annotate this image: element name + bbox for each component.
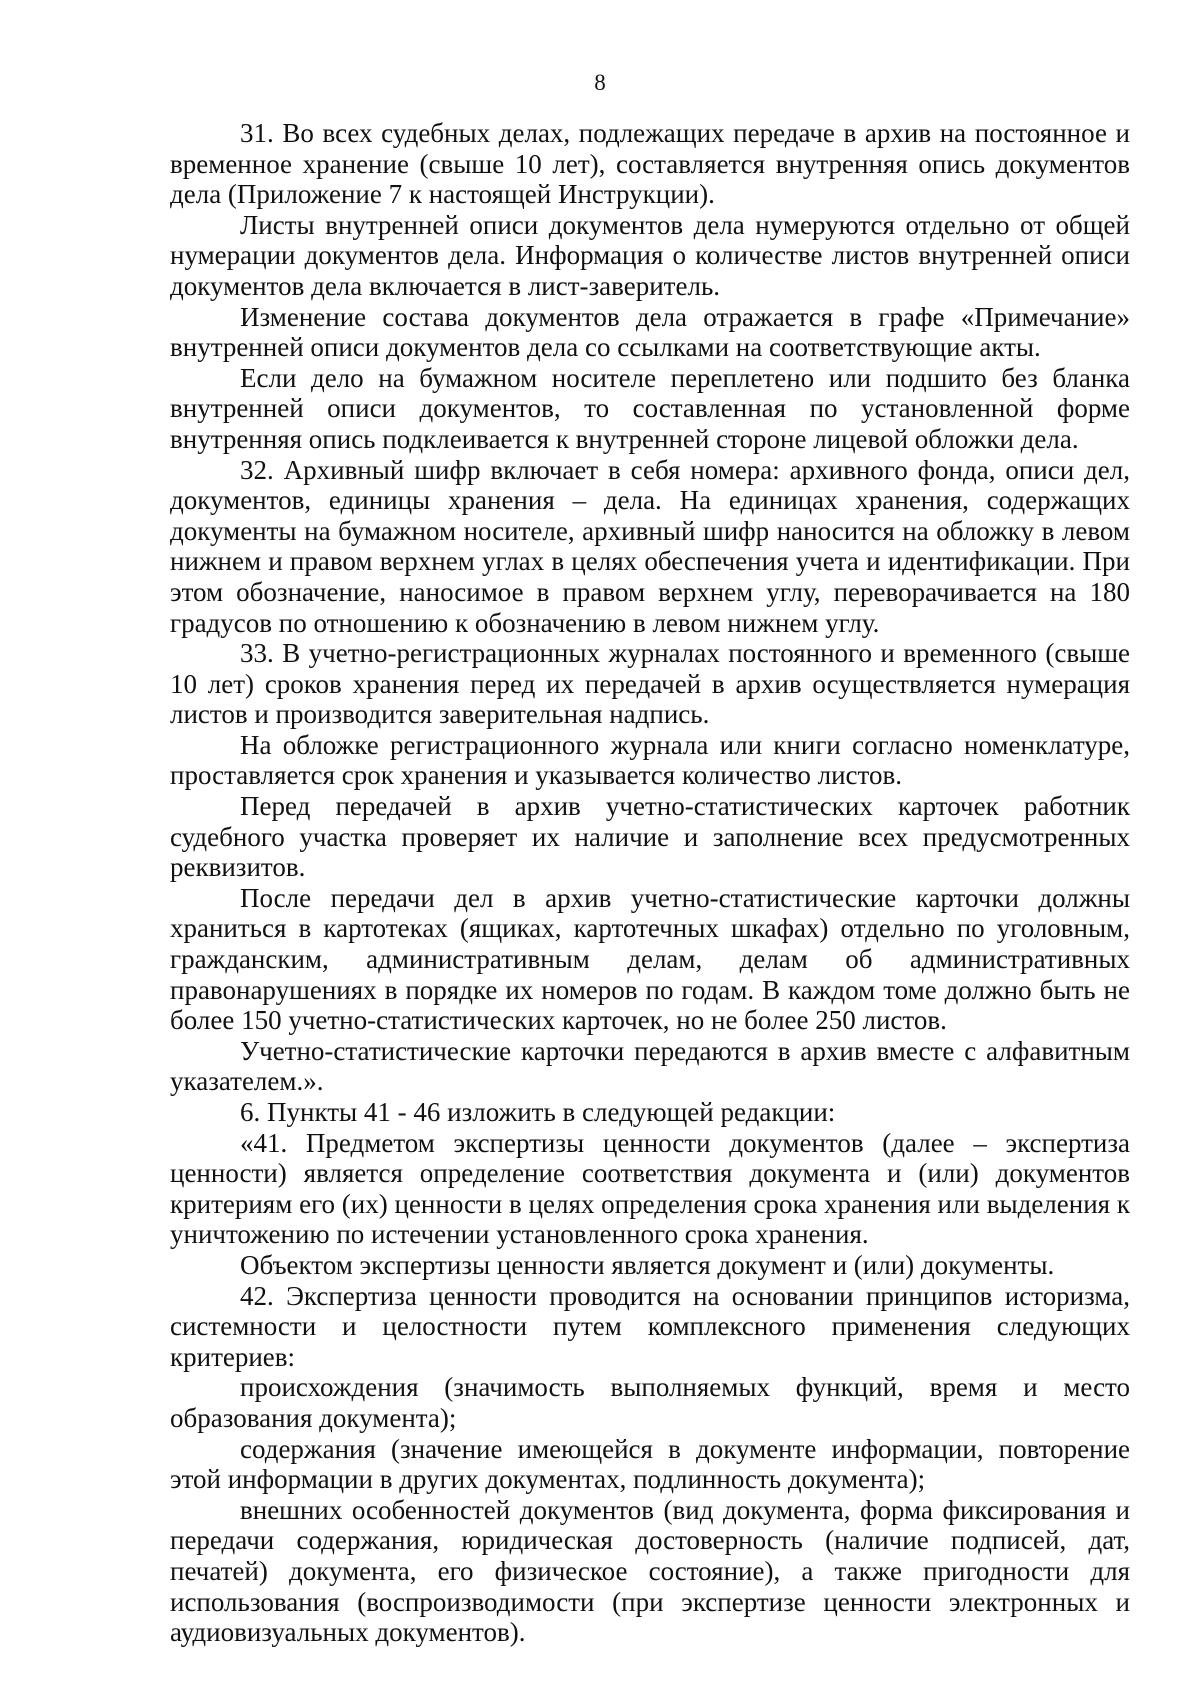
paragraph-criterion-origin: происхождения (значимость выполняемых функций, время и место образования документа); [170, 1372, 1130, 1433]
paragraph-33-registration-journals: 33. В учетно-регистрационных журналах постоянного и временного (свыше 10 лет) сроков хранения перед их передачей в архив осуществляется нумерация листов и производится заверительная надпись. [170, 638, 1130, 730]
paragraph-journal-cover: На обложке регистрационного журнала или книги согласно номенклатуре, проставляется срок хранения и указывается количество листов. [170, 729, 1130, 791]
paragraph-bound-case: Если дело на бумажном носителе переплетено или подшито без бланка внутренней описи документов, то составленная по установленной форме внутренняя опись подклеивается к внутренней стороне лицевой обложки дела. [170, 362, 1130, 454]
page-number: 8 [594, 70, 606, 95]
paragraph-inventory-sheets: Листы внутренней описи документов дела нумеруются отдельно от общей нумерации документов дела. Информация о количестве листов внутренней описи документов дела включается в лист-заверитель. [170, 209, 1130, 301]
paragraph-statistical-cards-check: Перед передачей в архив учетно-статистических карточек работник судебного участка проверяет их наличие и заполнение всех предусмотренных реквизитов. [170, 791, 1130, 883]
paragraph-composition-change: Изменение состава документов дела отражается в графе «Примечание» внутренней описи документов дела со ссылками на соответствующие акты. [170, 301, 1130, 363]
paragraph-criterion-content: содержания (значение имеющейся в документе информации, повторение этой информации в других документах, подлинность документа); [170, 1433, 1130, 1495]
paragraph-examination-object: Объектом экспертизы ценности является документ и (или) документы. [240, 1249, 1055, 1280]
paragraph-32-archive-code: 32. Архивный шифр включает в себя номера: архивного фонда, описи дел, документов, единицы хранения – дела. На единицах хранения, содержащих документы на бумажном носителе, архивный шифр наносится на обложку в левом нижнем и правом верхнем углах в целях обеспечения учета и идентификации. При этом обозначение, наносимое в правом верхнем углу, переворачивается на 180 градусов по отношению к обозначению в левом нижнем углу. [170, 454, 1130, 638]
paragraph-41-value-examination: «41. Предметом экспертизы ценности документов (далее – экспертиза ценности) является определение соответствия документа и (или) документов критериям его (их) ценности в целях определения срока хранения или выделения к уничтожению по истечении установленного срока хранения. [170, 1127, 1130, 1250]
paragraph-criterion-external-features: внешних особенностей документов (вид документа, форма фиксирования и передачи содержания, юридическая достоверность (наличие подписей, дат, печатей) документа, его физическое состояние), а также пригодности для использования (воспроизводимости (при экспертизе ценности электронных и аудиовизуальных документов). [170, 1494, 1130, 1648]
document-body [170, 118, 1130, 1648]
paragraph-alphabetical-index: Учетно-статистические карточки передаются в архив вместе с алфавитным указателем.». [170, 1035, 1130, 1097]
paragraph-6-amendment: 6. Пункты 41 - 46 изложить в следующей редакции: [240, 1097, 836, 1127]
paragraph-card-storage: После передачи дел в архив учетно-статистические карточки должны храниться в картотеках (ящиках, картотечных шкафах) отдельно по уголовным, гражданским, административным делам, делам об административных правонарушениях в порядке их номеров по годам. В каждом томе должно быть не более 150 учетно-статистических карточек, но не более 250 листов. [170, 882, 1130, 1036]
paragraph-31-internal-inventory: 31. Во всех судебных делах, подлежащих передаче в архив на постоянное и временное хранение (свыше 10 лет), составляется внутренняя опись документов дела (Приложение 7 к настоящей Инструкции). [170, 118, 1130, 210]
paragraph-42-criteria: 42. Экспертиза ценности проводится на основании принципов историзма, системности и целостности путем комплексного применения следующих критериев: [170, 1280, 1130, 1372]
